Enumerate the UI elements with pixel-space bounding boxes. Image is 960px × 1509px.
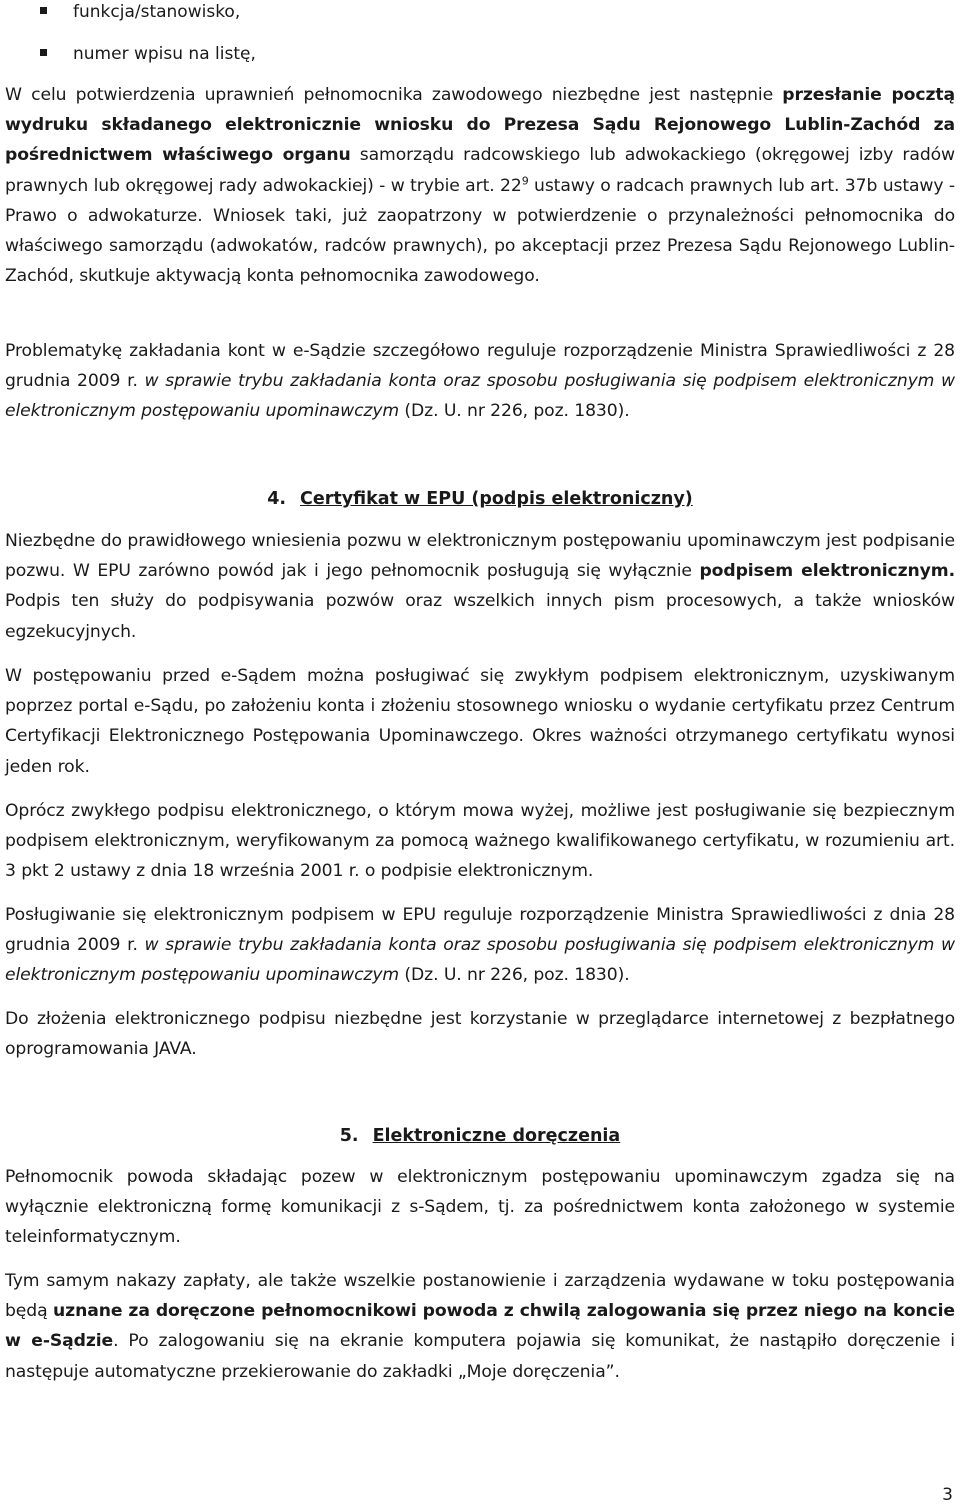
bullet-square-icon (40, 7, 47, 14)
section-heading-4: 4. Certyfikat w EPU (podpis elektroniczny) (267, 489, 693, 509)
paragraph-deliveries: Tym samym nakazy zapłaty, ale także wszelkie postanowienie i zarządzenia wydawane w toku postępowania będą uznane za doręczone pełnomocnikowi powoda z chwilą zalogowania się przez niego na koncie w e-Sądzie. Po zalogowaniu się na ekranie komputera pojawia się komunikat, że nastąpiło doręczenie i następuje automatyczne przekierowanie do zakładki „Moje doręczenia”. (5, 1271, 955, 1382)
section-heading-5: 5. Elektroniczne doręczenia (339, 1126, 621, 1146)
list-item: funkcja/stanowisko, (40, 1, 240, 23)
paragraph-java: Do złożenia elektronicznego podpisu niezbędne jest korzystanie w przeglądarce internetowej z bezpłatnego oprogramowania JAVA. (5, 1009, 955, 1060)
paragraph-regulation: Problematykę zakładania kont w e-Sądzie szczegółowo reguluje rozporządzenie Ministra Sprawiedliwości z 28 grudnia 2009 r. w sprawie trybu zakładania konta oraz sposobu posługiwania się podpisem elektronicznym w elektronicznym postępowaniu upominawczym (Dz. U. nr 226, poz. 1830). (5, 341, 956, 422)
paragraph-electronic-communication: Pełnomocnik powoda składając pozew w elektronicznym postępowaniu upominawczym zgadza się na wyłącznie elektroniczną formę komunikacji z s-Sądem, tj. za pośrednictwem konta założonego w systemie teleinformatycznym. (5, 1167, 955, 1248)
paragraph-authorization: W celu potwierdzenia uprawnień pełnomocnika zawodowego niezbędne jest następnie przesłanie pocztą wydruku składanego elektronicznie wniosku do Prezesa Sądu Rejonowego Lublin-Zachód za pośrednictwem właściwego organu samorządu radcowskiego lub adwokackiego (okręgowej izby radów prawnych lub okręgowej rady adwokackiej) - w trybie art. $22^9$ ustawy o radcach prawnych lub art. 37b ustawy - Prawo o adwokaturze. Wniosek taki, już zaopatrzony w potwierdzenie o przynależności pełnomocnika do właściwego samorządu (adwokatów, radców prawnych), po akceptacji przez Prezesa Sądu Rejonowego Lublin-Zachód, skutkuje aktywacją konta pełnomocnika zawodowego. (5, 85, 956, 287)
paragraph-secure-signature: Oprócz zwykłego podpisu elektronicznego, o którym mowa wyżej, możliwe jest posługiwanie się bezpiecznym podpisem elektronicznym, weryfikowanym za pomocą ważnego kwalifikowanego certyfikatu, w rozumieniu art. 3 pkt 2 ustawy z dnia 18 września 2001 r. o podpisie elektronicznym. (5, 801, 955, 882)
bullet-square-icon (40, 49, 47, 56)
paragraph-certificate: Niezbędne do prawidłowego wniesienia pozwu w elektronicznym postępowaniu upominawczym jest podpisanie pozwu. W EPU zarówno powód jak i jego pełnomocnik posługują się wyłącznie podpisem elektronicznym. Podpis ten służy do podpisywania pozwów oraz wszelkich innych pism procesowych, a także wniosków egzekucyjnych. (5, 531, 955, 642)
list-item: numer wpisu na listę, (40, 43, 256, 65)
paragraph-simple-signature: W postępowaniu przed e-Sądem można posługiwać się zwykłym podpisem elektronicznym, uzyskiwanym poprzez portal e-Sądu, po założeniu konta i złożeniu stosownego wniosku o wydanie certyfikatu przez Centrum Certyfikacji Elektronicznego Postępowania Upominawczego. Okres ważności otrzymanego certyfikatu wynosi jeden rok. (5, 666, 955, 777)
paragraph-signature-regulation: Posługiwanie się elektronicznym podpisem w EPU reguluje rozporządzenie Ministra Sprawiedliwości z dnia 28 grudnia 2009 r. w sprawie trybu zakładania konta oraz sposobu posługiwania się podpisem elektronicznym w elektronicznym postępowaniu upominawczym (Dz. U. nr 226, poz. 1830). (5, 905, 956, 986)
page-number: 3 (942, 1485, 953, 1505)
